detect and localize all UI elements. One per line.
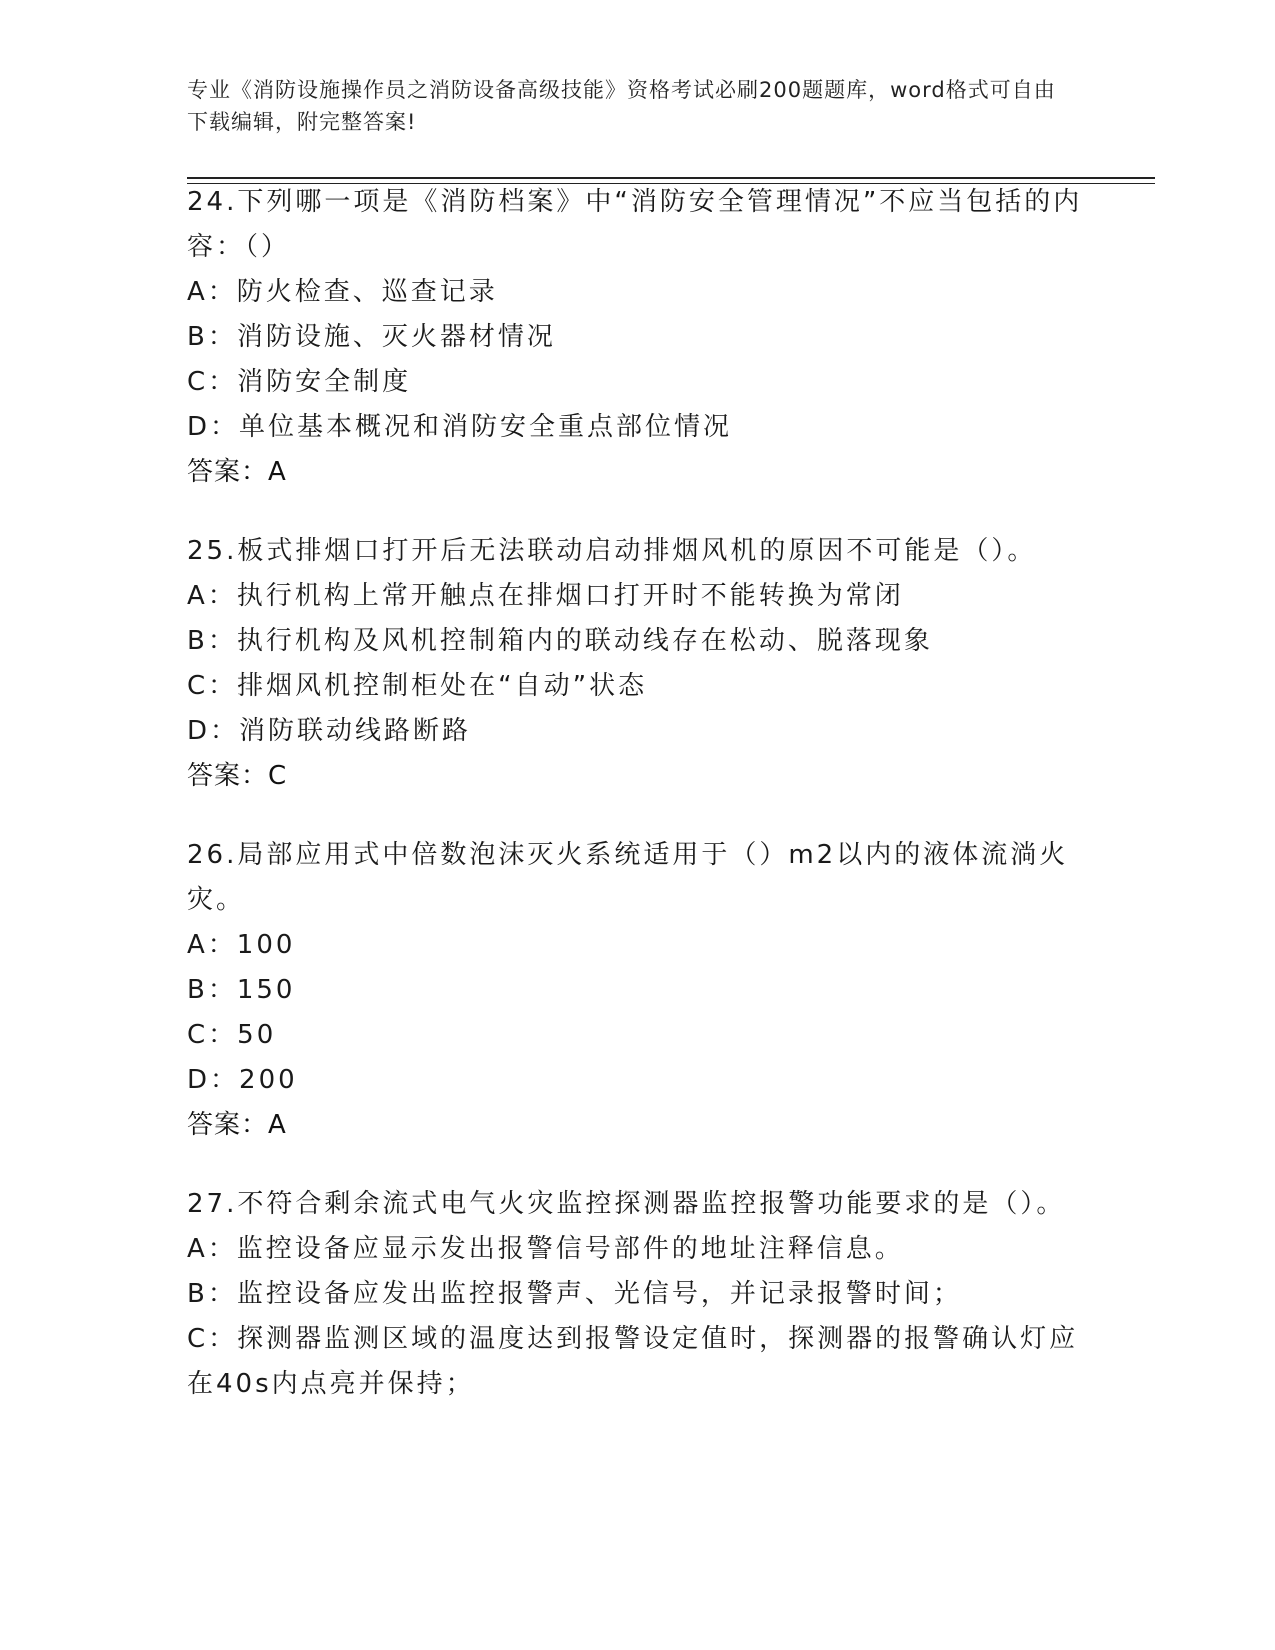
question-25 xyxy=(187,529,1087,799)
option-a: A：100 xyxy=(187,930,296,960)
option-b: B：执行机构及风机控制箱内的联动线存在松动、脱落现象 xyxy=(187,626,933,656)
option-b: B：监控设备应发出监控报警声、光信号，并记录报警时间； xyxy=(187,1279,962,1309)
question-stem: 24.下列哪一项是《消防档案》中“消防安全管理情况”不应当包括的内容：（） xyxy=(187,187,1083,262)
option-a: A：监控设备应显示发出报警信号部件的地址注释信息。 xyxy=(187,1234,904,1264)
option-a: A：防火检查、巡查记录 xyxy=(187,277,498,307)
option-c: C：消防安全制度 xyxy=(187,367,412,397)
option-c: C：50 xyxy=(187,1020,277,1050)
option-a: A：执行机构上常开触点在排烟口打开时不能转换为常闭 xyxy=(187,581,904,611)
option-b: B：150 xyxy=(187,975,296,1005)
question-24 xyxy=(187,180,1087,495)
option-d: D：单位基本概况和消防安全重点部位情况 xyxy=(187,412,733,442)
question-27 xyxy=(187,1182,1087,1407)
option-d: D：消防联动线路断路 xyxy=(187,716,472,746)
option-c: C：探测器监测区域的温度达到报警设定值时，探测器的报警确认灯应在40s内点亮并保持； xyxy=(187,1324,1079,1399)
answer: 答案：A xyxy=(187,1110,287,1140)
question-26 xyxy=(187,833,1087,1148)
header-note: 专业《消防设施操作员之消防设备高级技能》资格考试必刷200题题库，word格式可自由下载编辑，附完整答案! xyxy=(187,78,1056,134)
option-c: C：排烟风机控制柜处在“自动”状态 xyxy=(187,671,648,701)
option-b: B：消防设施、灭火器材情况 xyxy=(187,322,556,352)
option-d: D：200 xyxy=(187,1065,298,1095)
question-stem: 25.板式排烟口打开后无法联动启动排烟风机的原因不可能是（）。 xyxy=(187,536,1037,566)
question-stem: 26.局部应用式中倍数泡沫灭火系统适用于（）m2以内的液体流淌火灾。 xyxy=(187,840,1069,915)
answer: 答案：C xyxy=(187,761,288,791)
answer: 答案：A xyxy=(187,457,287,487)
question-stem: 27.不符合剩余流式电气火灾监控探测器监控报警功能要求的是（）。 xyxy=(187,1189,1066,1219)
